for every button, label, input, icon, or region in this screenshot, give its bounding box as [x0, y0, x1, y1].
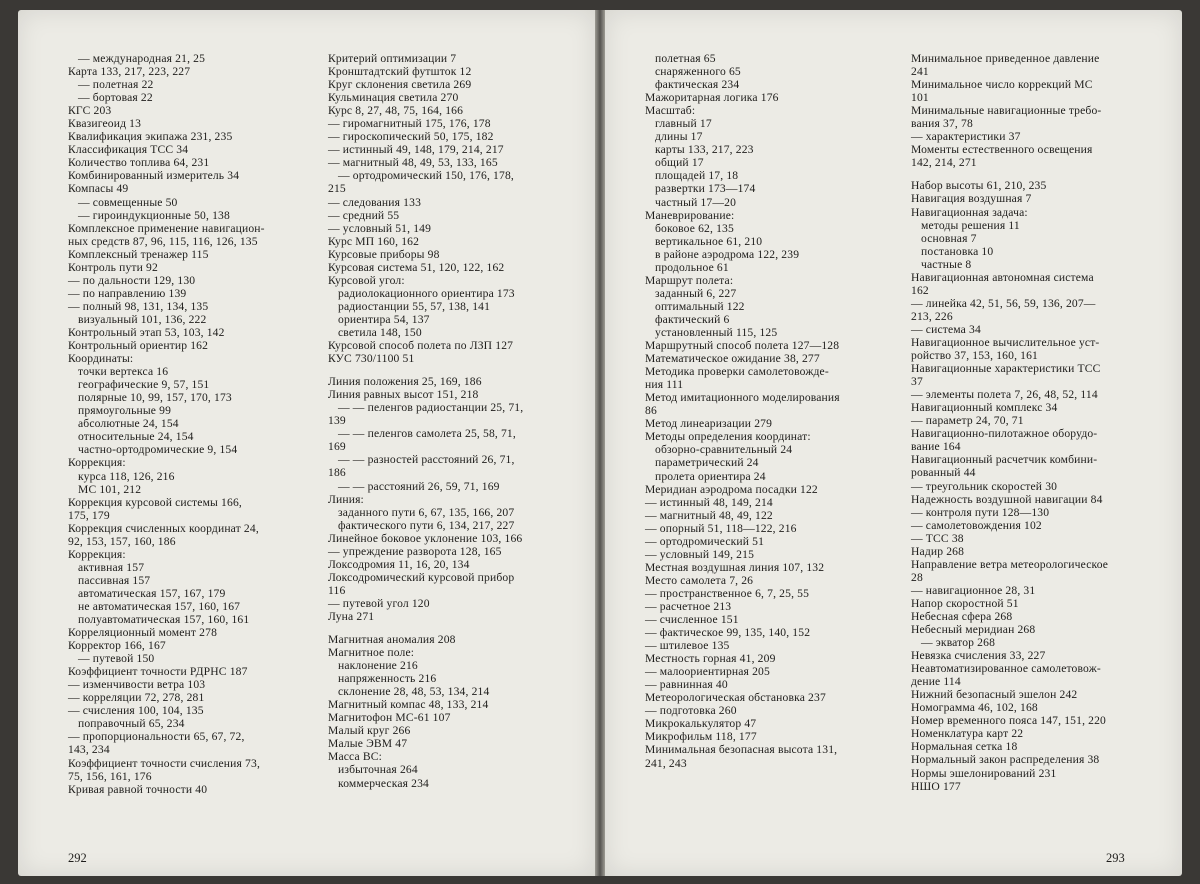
index-entry: — условный 149, 215: [645, 547, 755, 561]
index-entry: — по направлению 139: [68, 286, 187, 300]
index-entry: Комплексный тренажер 115: [68, 247, 209, 261]
index-entry: Кронштадтский футшток 12: [328, 65, 472, 79]
index-entry: — по дальности 129, 130: [68, 273, 196, 287]
index-entry: полярные 10, 99, 157, 170, 173: [78, 391, 232, 405]
index-entry: — условный 51, 149: [328, 221, 432, 235]
index-entry: КГС 203: [68, 104, 112, 118]
index-entry: Местная воздушная линия 107, 132: [645, 560, 825, 574]
index-entry: Набор высоты 61, 210, 235: [911, 179, 1047, 193]
index-entry: Навигационный расчетчик комбини-: [911, 453, 1098, 467]
index-entry: Направление ветра метеорологическое: [911, 557, 1109, 571]
index-entry: радиолокационного ориентира 173: [338, 286, 515, 300]
index-entry: — — пеленгов радиостанции 25, 71,: [338, 401, 524, 415]
index-entry: Микрофильм 118, 177: [645, 730, 757, 744]
index-entry: 86: [645, 404, 657, 418]
index-entry: фактического пути 6, 134, 217, 227: [338, 518, 515, 532]
index-entry: — параметр 24, 70, 71: [911, 414, 1024, 428]
index-entry: 143, 234: [68, 743, 110, 757]
index-entry: — гироиндукционные 50, 138: [78, 208, 230, 222]
index-entry: Неавтоматизированное самолетовож-: [911, 662, 1101, 676]
index-entry: — равнинная 40: [645, 678, 728, 692]
index-entry: — контроля пути 128—130: [911, 505, 1050, 519]
index-entry: — полный 98, 131, 134, 135: [68, 299, 209, 313]
index-entry: 162: [911, 283, 929, 297]
index-entry: — счисленное 151: [645, 613, 739, 627]
index-entry: — линейка 42, 51, 56, 59, 136, 207—: [911, 296, 1096, 310]
index-entry: Магнитный компас 48, 133, 214: [328, 698, 489, 712]
index-entry: Нормы эшелонирований 231: [911, 766, 1057, 780]
index-entry: Коррекция:: [68, 456, 126, 470]
index-entry: Магнитная аномалия 208: [328, 633, 456, 647]
right-page: [605, 10, 1182, 876]
index-entry: длины 17: [655, 130, 703, 144]
index-entry: Координаты:: [68, 352, 134, 366]
index-entry: — элементы полета 7, 26, 48, 52, 114: [911, 388, 1098, 402]
index-entry: Математическое ожидание 38, 277: [645, 352, 820, 366]
index-entry: Коэффициент точности счисления 73,: [68, 756, 260, 770]
index-entry: Курсовой способ полета по ЛЗП 127: [328, 339, 514, 353]
index-entry: Небесная сфера 268: [911, 609, 1013, 623]
left-index-column-1: [68, 52, 304, 796]
left-page-number: 292: [68, 851, 87, 865]
index-entry: — пропорциональности 65, 67, 72,: [68, 730, 245, 744]
index-entry: — фактическое 99, 135, 140, 152: [645, 626, 811, 640]
index-entry: 215: [328, 182, 346, 196]
index-entry: частные 8: [921, 257, 972, 271]
index-entry: Комбинированный измеритель 34: [68, 169, 240, 183]
index-entry: — бортовая 22: [78, 91, 153, 105]
index-entry: — путевой угол 120: [328, 596, 430, 610]
index-entry: Квазигеоид 13: [68, 117, 142, 131]
index-entry: Минимальное приведенное давление: [911, 52, 1100, 65]
index-entry: 175, 179: [68, 508, 110, 522]
index-entry: полуавтоматическая 157, 160, 161: [78, 613, 250, 627]
index-entry: заданный 6, 227: [655, 286, 737, 300]
index-entry: Навигационные характеристики ТСС: [911, 362, 1101, 376]
index-entry: — истинный 49, 148, 179, 214, 217: [328, 143, 504, 157]
index-entry: — навигационное 28, 31: [911, 583, 1036, 597]
index-entry: — — разностей расстояний 26, 71,: [338, 453, 515, 467]
index-entry: 169: [328, 440, 346, 454]
index-entry: автоматическая 157, 167, 179: [78, 586, 226, 600]
index-entry: Курсовые приборы 98: [328, 247, 440, 261]
index-entry: Критерий оптимизации 7: [328, 52, 457, 65]
index-entry: — полетная 22: [78, 78, 154, 92]
index-entry: фактическая 234: [655, 78, 740, 92]
index-entry: пассивная 157: [78, 573, 151, 587]
index-entry: Навигационное вычислительное уст-: [911, 335, 1100, 349]
index-entry: Метод линеаризации 279: [645, 417, 773, 431]
index-entry: МС 101, 212: [78, 482, 142, 496]
index-entry: Моменты естественного освещения: [911, 143, 1093, 157]
index-entry: карты 133, 217, 223: [655, 143, 754, 157]
index-entry: Контрольный ориентир 162: [68, 339, 209, 353]
index-entry: Маршрут полета:: [645, 273, 734, 287]
book-spread: [18, 10, 1182, 876]
index-entry: Магнитное поле:: [328, 646, 415, 660]
index-entry: параметрический 24: [655, 456, 759, 470]
index-entry: Коррекция курсовой системы 166,: [68, 495, 242, 509]
index-entry: Классификация ТСС 34: [68, 143, 189, 157]
index-entry: 28: [911, 570, 923, 584]
index-entry: частно-ортодромические 9, 154: [78, 443, 238, 457]
index-entry: снаряженного 65: [655, 65, 741, 79]
index-entry: частный 17—20: [655, 195, 737, 209]
index-entry: Местность горная 41, 209: [645, 652, 776, 666]
index-entry: 186: [328, 466, 346, 480]
index-entry: Меридиан аэродрома посадки 122: [645, 482, 818, 496]
index-entry: Локсодромический курсовой прибор: [328, 570, 515, 584]
index-entry: Навигационно-пилотажное оборудо-: [911, 427, 1098, 441]
index-entry: — средний 55: [328, 208, 400, 222]
index-entry: Курсовая система 51, 120, 122, 162: [328, 260, 505, 274]
right-index-column-2: [911, 52, 1147, 793]
index-entry: — подготовка 260: [645, 704, 737, 718]
index-entry: дение 114: [911, 675, 961, 689]
index-entry: Небесный меридиан 268: [911, 623, 1036, 637]
index-entry: коммерческая 234: [338, 776, 429, 790]
index-entry: — расчетное 213: [645, 599, 732, 613]
index-entry: Кривая равной точности 40: [68, 782, 208, 796]
left-index-column-2: [328, 52, 564, 790]
index-entry: активная 157: [78, 560, 145, 574]
index-entry: Курсовой угол:: [328, 273, 405, 287]
index-entry: в районе аэродрома 122, 239: [655, 247, 800, 261]
index-entry: Квалификация экипажа 231, 235: [68, 130, 233, 144]
index-entry: Контрольный этап 53, 103, 142: [68, 325, 225, 339]
index-entry: Номенклатура карт 22: [911, 727, 1024, 741]
index-entry: — следования 133: [328, 195, 422, 209]
index-entry: вание 164: [911, 440, 961, 454]
index-entry: Контроль пути 92: [68, 260, 158, 274]
index-entry: — ортодромический 150, 176, 178,: [338, 169, 514, 183]
index-entry: Номер временного пояса 147, 151, 220: [911, 714, 1107, 728]
index-entry: продольное 61: [655, 260, 729, 274]
index-entry: Малые ЭВМ 47: [328, 737, 408, 751]
index-entry: основная 7: [921, 231, 977, 245]
index-entry: Нормальный закон распределения 38: [911, 753, 1100, 767]
index-entry: Масса ВС:: [328, 750, 382, 764]
index-entry: Навигационный комплекс 34: [911, 401, 1058, 415]
index-entry: Линия:: [328, 492, 364, 506]
index-entry: Комплексное применение навигацион-: [68, 221, 265, 235]
index-entry: — ортодромический 51: [645, 534, 765, 548]
index-entry: светила 148, 150: [338, 325, 422, 339]
left-page: [18, 10, 595, 876]
index-entry: 92, 153, 157, 160, 186: [68, 534, 176, 548]
index-entry: — изменчивости ветра 103: [68, 678, 206, 692]
index-entry: прямоугольные 99: [78, 404, 172, 418]
index-entry: Курс 8, 27, 48, 75, 164, 166: [328, 104, 464, 118]
index-entry: заданного пути 6, 67, 135, 166, 207: [338, 505, 515, 519]
index-entry: ориентира 54, 137: [338, 312, 430, 326]
index-entry: Нормальная сетка 18: [911, 740, 1018, 754]
index-entry: не автоматическая 157, 160, 167: [78, 599, 241, 613]
index-entry: Надир 268: [911, 544, 965, 558]
index-entry: вертикальное 61, 210: [655, 234, 763, 248]
right-index-column-1: [645, 52, 881, 770]
index-entry: радиостанции 55, 57, 138, 141: [338, 299, 491, 313]
index-entry: — треугольник скоростей 30: [911, 479, 1058, 493]
index-entry: Малый круг 266: [328, 724, 411, 738]
index-entry: Навигация воздушная 7: [911, 192, 1032, 206]
index-entry: площадей 17, 18: [655, 169, 739, 183]
index-entry: Корреляционный момент 278: [68, 626, 218, 640]
index-entry: — штилевое 135: [645, 639, 730, 653]
index-entry: — корреляции 72, 278, 281: [68, 691, 205, 705]
index-entry: — упреждение разворота 128, 165: [328, 544, 502, 558]
index-entry: 139: [328, 414, 346, 428]
index-entry: ния 111: [645, 378, 684, 392]
index-entry: методы решения 11: [921, 218, 1020, 232]
index-entry: НШО 177: [911, 779, 961, 793]
index-entry: Магнитофон МС-61 107: [328, 711, 451, 725]
index-entry: — путевой 150: [78, 652, 155, 666]
index-entry: главный 17: [655, 117, 712, 131]
index-entry: наклонение 216: [338, 659, 418, 673]
index-entry: избыточная 264: [338, 763, 418, 777]
index-entry: общий 17: [655, 156, 704, 170]
index-entry: Компасы 49: [68, 182, 129, 196]
index-entry: — опорный 51, 118—122, 216: [645, 521, 797, 535]
index-entry: Масштаб:: [645, 104, 696, 118]
index-entry: Микрокалькулятор 47: [645, 717, 757, 731]
index-entry: 101: [911, 91, 929, 105]
index-entry: — гиромагнитный 175, 176, 178: [328, 117, 491, 131]
index-entry: вания 37, 78: [911, 117, 973, 131]
index-entry: — пространственное 6, 7, 25, 55: [645, 586, 810, 600]
index-entry: Корректор 166, 167: [68, 639, 166, 653]
index-entry: Круг склонения светила 269: [328, 78, 472, 92]
index-entry: — характеристики 37: [911, 130, 1021, 144]
index-entry: КУС 730/1100 51: [328, 352, 415, 366]
index-entry: 213, 226: [911, 309, 953, 323]
index-entry: пролета ориентира 24: [655, 469, 766, 483]
index-entry: Минимальная безопасная высота 131,: [645, 743, 838, 757]
index-entry: рованный 44: [911, 466, 976, 480]
index-entry: Коэффициент точности РДРНС 187: [68, 665, 248, 679]
index-entry: развертки 173—174: [655, 182, 756, 196]
index-entry: Методика проверки самолетовожде-: [645, 365, 829, 379]
index-entry: Нижний безопасный эшелон 242: [911, 688, 1078, 702]
index-entry: Локсодромия 11, 16, 20, 134: [328, 557, 470, 571]
index-entry: поправочный 65, 234: [78, 717, 185, 731]
index-entry: абсолютные 24, 154: [78, 417, 179, 431]
book-gutter: [595, 10, 605, 876]
index-entry: ройство 37, 153, 160, 161: [911, 349, 1039, 363]
index-entry: — ТСС 38: [911, 531, 964, 545]
index-entry: относительные 24, 154: [78, 430, 194, 444]
index-entry: 241: [911, 65, 929, 79]
index-entry: оптимальный 122: [655, 299, 745, 313]
index-entry: Надежность воздушной навигации 84: [911, 492, 1103, 506]
index-entry: 142, 214, 271: [911, 156, 977, 170]
index-entry: Метод имитационного моделирования: [645, 391, 840, 405]
index-entry: Линия положения 25, 169, 186: [328, 375, 482, 389]
index-entry: постановка 10: [921, 244, 994, 258]
index-entry: Методы определения координат:: [645, 430, 811, 444]
index-entry: 116: [328, 583, 346, 597]
index-entry: Навигационная задача:: [911, 205, 1028, 219]
index-entry: Минимальное число коррекций МС: [911, 78, 1093, 92]
index-entry: курса 118, 126, 216: [78, 469, 175, 483]
index-entry: Линия равных высот 151, 218: [328, 388, 479, 402]
index-entry: точки вертекса 16: [78, 365, 169, 379]
index-entry: — самолетовождения 102: [911, 518, 1042, 532]
index-entry: — магнитный 48, 49, 53, 133, 165: [328, 156, 498, 170]
index-entry: — экватор 268: [921, 636, 996, 650]
index-entry: — — пеленгов самолета 25, 58, 71,: [338, 427, 516, 441]
index-entry: Кульминация светила 270: [328, 91, 459, 105]
index-entry: Количество топлива 64, 231: [68, 156, 210, 170]
index-entry: Курс МП 160, 162: [328, 234, 420, 248]
index-entry: Карта 133, 217, 223, 227: [68, 65, 191, 79]
index-entry: Маршрутный способ полета 127—128: [645, 339, 840, 353]
index-entry: установленный 115, 125: [655, 325, 778, 339]
index-entry: Место самолета 7, 26: [645, 573, 754, 587]
index-entry: Номограмма 46, 102, 168: [911, 701, 1038, 715]
index-entry: визуальный 101, 136, 222: [78, 312, 207, 326]
index-entry: Линейное боковое уклонение 103, 166: [328, 531, 523, 545]
index-entry: Навигационная автономная система: [911, 270, 1094, 284]
index-entry: Коррекция счисленных координат 24,: [68, 521, 259, 535]
index-entry: — счисления 100, 104, 135: [68, 704, 204, 718]
index-entry: — совмещенные 50: [78, 195, 178, 209]
index-entry: ных средств 87, 96, 115, 116, 126, 135: [68, 234, 258, 248]
index-entry: Луна 271: [328, 609, 375, 623]
index-entry: — магнитный 48, 49, 122: [645, 508, 773, 522]
index-entry: склонение 28, 48, 53, 134, 214: [338, 685, 490, 699]
index-entry: Маневрирование:: [645, 208, 735, 222]
index-entry: 75, 156, 161, 176: [68, 769, 152, 783]
index-entry: боковое 62, 135: [655, 221, 734, 235]
index-entry: Напор скоростной 51: [911, 596, 1019, 610]
index-entry: обзорно-сравнительный 24: [655, 443, 793, 457]
index-entry: Минимальные навигационные требо-: [911, 104, 1102, 118]
index-entry: 241, 243: [645, 756, 687, 770]
index-entry: напряженность 216: [338, 672, 437, 686]
right-page-number: 293: [1106, 851, 1125, 865]
index-entry: географические 9, 57, 151: [78, 378, 210, 392]
index-entry: Метеорологическая обстановка 237: [645, 691, 826, 705]
index-entry: Коррекция:: [68, 547, 126, 561]
index-entry: — малоориентирная 205: [645, 665, 770, 679]
index-entry: Невязка счисления 33, 227: [911, 649, 1046, 663]
index-entry: фактический 6: [655, 312, 730, 326]
index-entry: — гироскопический 50, 175, 182: [328, 130, 494, 144]
index-entry: полетная 65: [655, 52, 716, 65]
index-entry: — система 34: [911, 322, 981, 336]
index-entry: — — расстояний 26, 59, 71, 169: [338, 479, 500, 493]
index-entry: 37: [911, 375, 923, 389]
index-entry: — истинный 48, 149, 214: [645, 495, 773, 509]
index-entry: — международная 21, 25: [78, 52, 206, 65]
index-entry: Мажоритарная логика 176: [645, 91, 779, 105]
